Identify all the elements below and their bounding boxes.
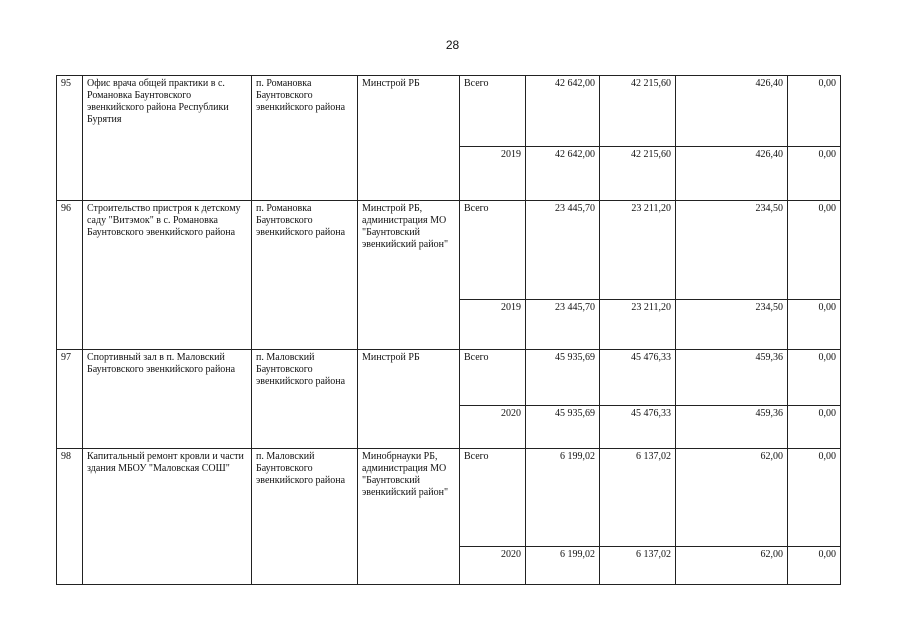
table-row [57,449,841,547]
regional-amount: 62,00 [676,449,788,547]
federal-amount: 23 211,20 [600,201,676,300]
year-local-amount: 0,00 [788,147,841,201]
local-amount: 0,00 [788,449,841,547]
total-amount: 6 199,02 [526,449,600,547]
object-name: Строительство пристроя к детскому саду "Витэмок" в с. Романовка Баунтовского эвенкийского района [83,201,252,350]
row-number: 97 [57,350,83,449]
year-local-amount: 0,00 [788,406,841,449]
federal-amount: 42 215,60 [600,76,676,147]
total-amount: 42 642,00 [526,76,600,147]
year-regional-amount: 459,36 [676,406,788,449]
year-local-amount: 0,00 [788,547,841,585]
customer: Минстрой РБ, администрация МО "Баунтовский эвенкийский район" [358,201,460,350]
customer: Минобрнауки РБ, администрация МО "Баунтовский эвенкийский район" [358,449,460,585]
customer: Минстрой РБ [358,350,460,449]
year-regional-amount: 426,40 [676,147,788,201]
total-label: Всего [460,449,526,547]
total-label: Всего [460,350,526,406]
year-total-amount: 23 445,70 [526,300,600,350]
year: 2020 [460,547,526,585]
investment-objects-table [56,75,841,585]
year-federal-amount: 42 215,60 [600,147,676,201]
row-number: 96 [57,201,83,350]
object-name: Офис врача общей практики в с. Романовка Баунтовского эвенкийского района Республики Бурятия [83,76,252,201]
year-total-amount: 6 199,02 [526,547,600,585]
local-amount: 0,00 [788,76,841,147]
local-amount: 0,00 [788,350,841,406]
year: 2020 [460,406,526,449]
regional-amount: 426,40 [676,76,788,147]
row-number: 95 [57,76,83,201]
year-local-amount: 0,00 [788,300,841,350]
table-row [57,201,841,300]
object-location: п. Романовка Баунтовского эвенкийского района [252,76,358,201]
year: 2019 [460,300,526,350]
year-federal-amount: 23 211,20 [600,300,676,350]
object-location: п. Маловский Баунтовского эвенкийского района [252,350,358,449]
total-label: Всего [460,201,526,300]
year-regional-amount: 62,00 [676,547,788,585]
year-federal-amount: 6 137,02 [600,547,676,585]
year-regional-amount: 234,50 [676,300,788,350]
customer: Минстрой РБ [358,76,460,201]
total-amount: 45 935,69 [526,350,600,406]
local-amount: 0,00 [788,201,841,300]
table-row [57,76,841,147]
year-total-amount: 45 935,69 [526,406,600,449]
object-location: п. Романовка Баунтовского эвенкийского района [252,201,358,350]
federal-amount: 6 137,02 [600,449,676,547]
row-number: 98 [57,449,83,585]
object-name: Спортивный зал в п. Маловский Баунтовского эвенкийского района [83,350,252,449]
regional-amount: 234,50 [676,201,788,300]
object-name: Капитальный ремонт кровли и части здания МБОУ "Маловская СОШ" [83,449,252,585]
federal-amount: 45 476,33 [600,350,676,406]
page-number: 28 [445,38,460,52]
object-location: п. Маловский Баунтовского эвенкийского района [252,449,358,585]
year: 2019 [460,147,526,201]
total-label: Всего [460,76,526,147]
total-amount: 23 445,70 [526,201,600,300]
year-total-amount: 42 642,00 [526,147,600,201]
regional-amount: 459,36 [676,350,788,406]
table-row [57,350,841,406]
year-federal-amount: 45 476,33 [600,406,676,449]
